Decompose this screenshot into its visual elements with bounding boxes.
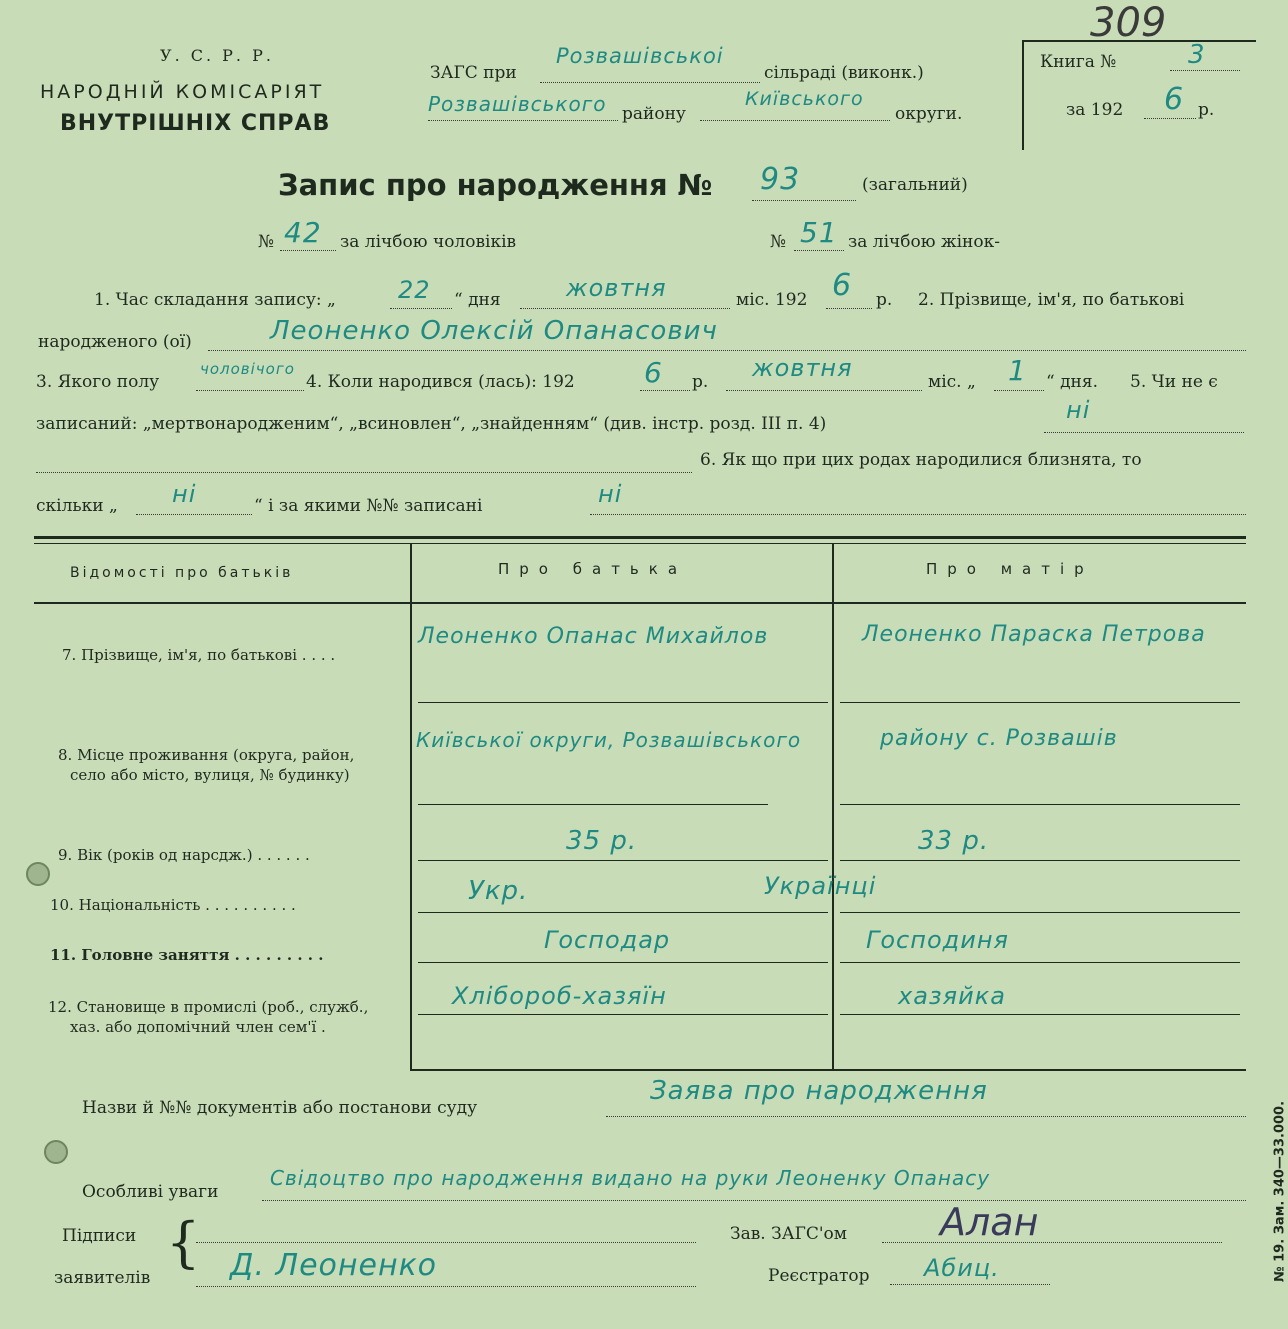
row11-mother: Господиня [866,926,1009,954]
f6-count: ні [172,480,197,508]
applicant-signature: Д. Леоненко [230,1248,438,1283]
year-suffix: р. [1198,100,1215,120]
row8-mother: району с. Розвашів [880,726,1118,751]
f1-month: жовтня [566,274,667,302]
zags-village-value: Розвашівськоі [556,44,724,68]
row12-father: Хлібороб-хазяїн [452,982,667,1010]
f6-label: 6. Як що при цих родах народилися близнята, то [700,450,1142,470]
zags-suffix: сільраді (виконк.) [764,63,924,83]
record-title: Запис про народження № [278,168,713,202]
f1-label: 1. Час складання запису: „ [94,290,336,310]
f5-label: 5. Чи не є [1130,372,1218,392]
year-prefix: за 192 [1066,100,1124,120]
f3-label: 3. Якого полу [36,372,160,392]
row7-mother: Леоненко Параска Петрова [862,622,1206,647]
born-name: Леоненко Олексій Опанасович [270,316,718,346]
year-value: 6 [1164,82,1185,117]
row10-mother: Українці [764,872,877,900]
f4-year: 6 [644,356,663,389]
row8-label2: село або місто, вулиця, № будинку) [70,766,350,784]
signatures-label: Підписи [62,1226,137,1246]
raion-label: району [622,104,686,124]
col-header-parents: Відомості про батьків [70,565,294,581]
book-label: Книга № [1040,52,1117,72]
stamp-number: 309 [1090,0,1167,46]
book-value: 3 [1188,40,1206,70]
male-prefix: № [258,232,275,252]
row11-father: Господар [544,926,671,954]
female-label: за лічбою жінок- [848,232,1000,252]
row8-father: Київської округи, Розвашівського [416,728,802,752]
ussr-label: У. С. Р. Р. [160,46,274,65]
okruga-label: округи. [895,104,963,124]
row12-label: 12. Становище в промислі (роб., служб., [48,998,369,1016]
male-number: 42 [284,216,322,249]
raion-value: Розвашівського [428,92,607,116]
row8-label: 8. Місце проживання (округа, район, [58,746,355,764]
f2-label: 2. Прізвище, ім'я, по батькові [918,290,1185,310]
f4-year-suffix: р. [692,372,709,392]
notes-value: Свідоцтво про народження видано на руки Леоненку Опанасу [270,1166,991,1190]
f1-day-suffix: “ дня [454,290,501,310]
female-number: 51 [800,216,838,249]
row9-label: 9. Вік (років од нарсдж.) . . . . . . [58,846,310,864]
row12-label2: хаз. або допомічний член сем'ї . [70,1018,326,1036]
okruga-value: Київського [745,88,864,110]
row7-father: Леоненко Опанас Михайлов [418,624,769,649]
male-label: за лічбою чоловіків [340,232,517,252]
f4-label: 4. Коли народився (лась): 192 [306,372,575,392]
row9-father: 35 р. [566,826,638,856]
col-header-mother: Про матір [926,560,1094,578]
f4-day-suffix: “ дня. [1046,372,1099,392]
head-label: Зав. ЗАГС'ом [730,1224,847,1244]
born-label: народженого (ої) [38,332,192,352]
zags-prefix: ЗАГС при [430,63,517,83]
registrar-signature: Абиц. [924,1254,1000,1282]
applicants-label: заявителів [54,1268,151,1288]
row9-mother: 33 р. [918,826,990,856]
f4-month: жовтня [752,354,853,382]
head-signature: Алан [940,1200,1039,1244]
f6-nums: ні [598,480,623,508]
side-print-code: № 19. Зам. 340—33.000. [1272,1100,1288,1283]
f1-month-suffix: міс. 192 [736,290,808,310]
row12-mother: хазяйка [898,982,1006,1010]
female-prefix: № [770,232,787,252]
row10-father: Укр. [468,876,529,906]
notes-label: Особливі уваги [82,1182,219,1202]
f1-year: 6 [832,268,853,303]
commissariat-label: НАРОДНІЙ КОМІСАРІЯТ [40,81,325,103]
f1-year-suffix: р. [876,290,893,310]
f4-month-suffix: міс. „ [928,372,976,392]
col-header-father: Про батька [498,560,688,578]
row7-label: 7. Прізвище, ім'я, по батькові . . . . [62,646,336,664]
f1-day: 22 [398,276,431,304]
f6-count-label: скільки „ [36,496,118,516]
book-box [1022,40,1024,150]
row11-label: 11. Головне заняття . . . . . . . . . [50,946,324,964]
ministry-label: ВНУТРІШНІХ СПРАВ [60,111,331,136]
f3-value: чоловічого [200,360,295,378]
f6-mid: “ і за якими №№ записані [254,496,483,516]
signature-brace: { [166,1211,201,1274]
record-number: 93 [760,162,801,197]
docs-value: Заява про народження [650,1076,988,1106]
f4-day: 1 [1008,354,1027,387]
row10-label: 10. Національність . . . . . . . . . . [50,896,296,914]
f5-value: ні [1066,396,1091,424]
registrar-label: Реєстратор [768,1266,870,1286]
docs-label: Назви й №№ документів або постанови суду [82,1098,478,1118]
punch-hole-top [26,862,50,886]
f5-line2: записаний: „мертвонародженим“, „всиновлен“, „знайденням“ (див. інстр. розд. III п. 4) [36,414,827,434]
punch-hole-bottom [44,1140,68,1164]
general-label: (загальний) [862,175,968,195]
